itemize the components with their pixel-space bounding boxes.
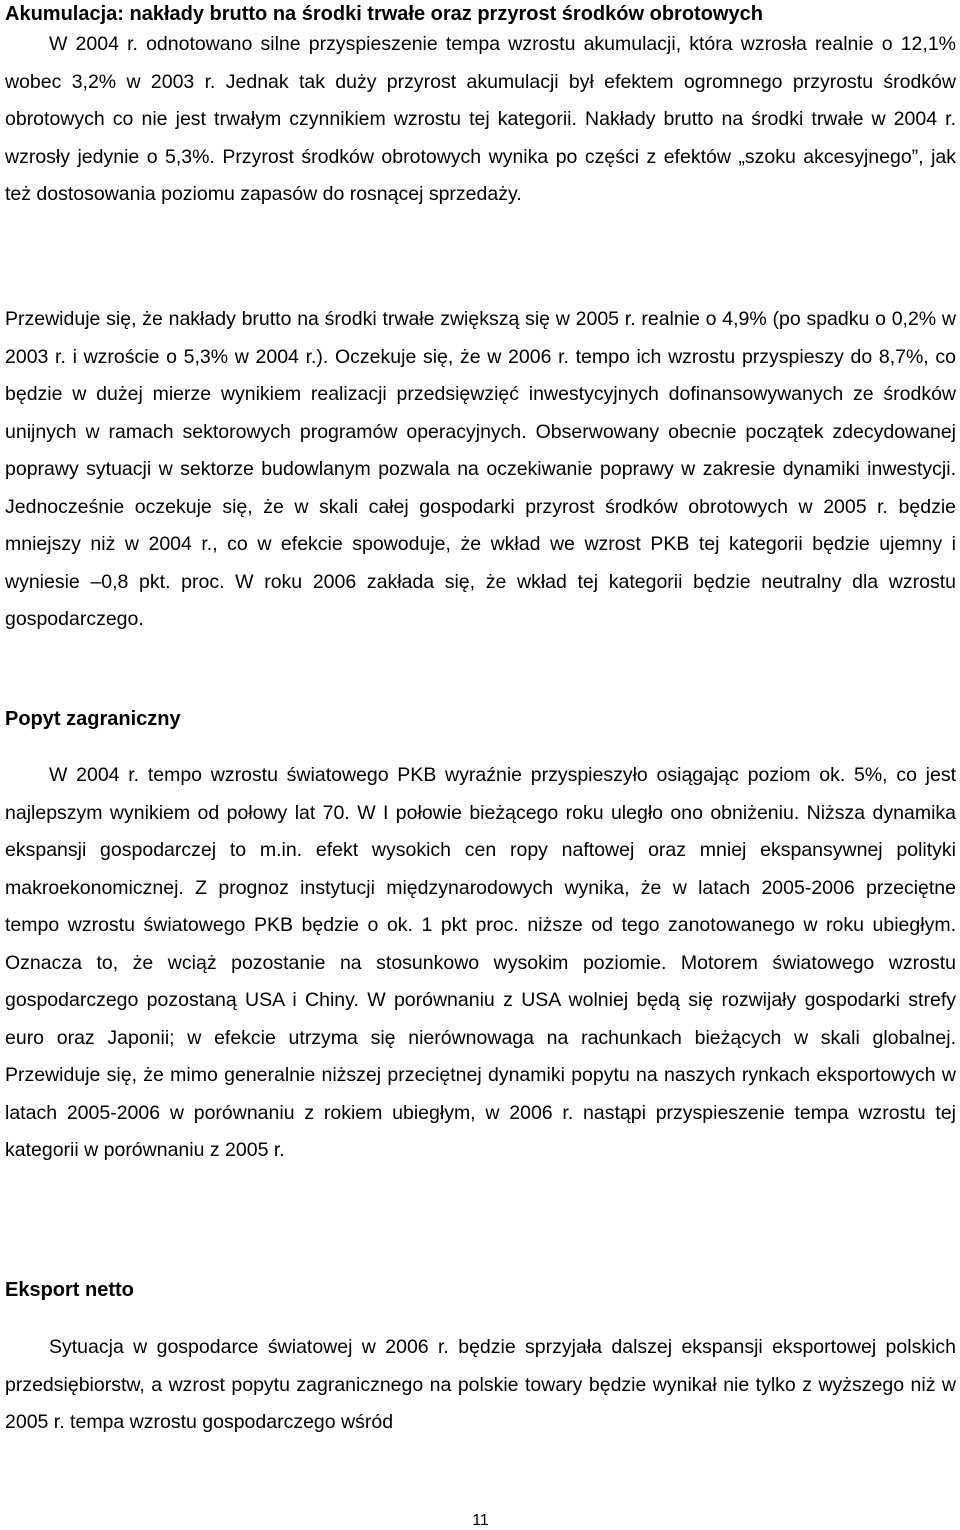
page-number: 11 (472, 1512, 489, 1529)
section-heading-eksport-netto: Eksport netto (5, 1279, 134, 1301)
section-heading-akumulacja: Akumulacja: nakłady brutto na środki trwałe oraz przyrost środków obrotowych (5, 3, 763, 25)
paragraph-popyt-zagraniczny: W 2004 r. tempo wzrostu światowego PKB wyraźnie przyspieszyło osiągając poziom ok. 5%, co jest najlepszym wynikiem od połowy lat 70. W I połowie bieżącego roku uległo ono obniżeniu. Niższa dynamika ekspansji gospodarczej to m.in. efekt wysokich cen ropy naftowej oraz mniej ekspansywnej polityki makroekonomicznej. Z prognoz instytucji międzynarodowych wynika, że w latach 2005-2006 przeciętne tempo wzrostu światowego PKB będzie o ok. 1 pkt proc. niższe od tego zanotowanego w roku ubiegłym. Oznacza to, że wciąż pozostanie na stosunkowo wysokim poziomie. Motorem światowego wzrostu gospodarczego pozostaną USA i Chiny. W porównaniu z USA wolniej będą się rozwijały gospodarki strefy euro oraz Japonii; w efekcie utrzyma się nierównowaga na rachunkach bieżących w skali globalnej. Przewiduje się, że mimo generalnie niższej przeciętnej dynamiki popytu na naszych rynkach eksportowych w latach 2005-2006 w porównaniu z rokiem ubiegłym, w 2006 r. nastąpi przyspieszenie tempa wzrostu tej kategorii w porównaniu z 2005 r. (5, 764, 956, 1161)
paragraph-akumulacja-2: Przewiduje się, że nakłady brutto na środki trwałe zwiększą się w 2005 r. realnie o 4,9% (po spadku o 0,2% w 2003 r. i wzroście o 5,3% w 2004 r.). Oczekuje się, że w 2006 r. tempo ich wzrostu przyspieszy do 8,7%, co będzie w dużej mierze wynikiem realizacji przedsięwzięć inwestycyjnych dofinansowywanych ze środków unijnych w ramach sektorowych programów operacyjnych. Obserwowany obecnie początek zdecydowanej poprawy sytuacji w sektorze budowlanym pozwala na oczekiwanie poprawy w zakresie dynamiki inwestycji. Jednocześnie oczekuje się, że w skali całej gospodarki przyrost środków obrotowych w 2005 r. będzie mniejszy niż w 2004 r., co w efekcie spowoduje, że wkład we wzrost PKB tej kategorii będzie ujemny i wyniesie –0,8 pkt. proc. W roku 2006 zakłada się, że wkład tej kategorii będzie neutralny dla wzrostu gospodarczego. (5, 308, 956, 630)
paragraph-akumulacja-1: W 2004 r. odnotowano silne przyspieszenie tempa wzrostu akumulacji, która wzrosła realnie o 12,1% wobec 3,2% w 2003 r. Jednak tak duży przyrost akumulacji był efektem ogromnego przyrostu środków obrotowych co nie jest trwałym czynnikiem wzrostu tej kategorii. Nakłady brutto na środki trwałe w 2004 r. wzrosły jedynie o 5,3%. Przyrost środków obrotowych wynika po części z efektów „szoku akcesyjnego”, jak też dostosowania poziomu zapasów do rosnącej sprzedaży. (5, 33, 956, 205)
paragraph-eksport-netto: Sytuacja w gospodarce światowej w 2006 r. będzie sprzyjała dalszej ekspansji eksportowej polskich przedsiębiorstw, a wzrost popytu zagranicznego na polskie towary będzie wynikał nie tylko z wyższego niż w 2005 r. tempa wzrostu gospodarczego wśród (5, 1336, 956, 1433)
section-heading-popyt-zagraniczny: Popyt zagraniczny (5, 708, 181, 730)
